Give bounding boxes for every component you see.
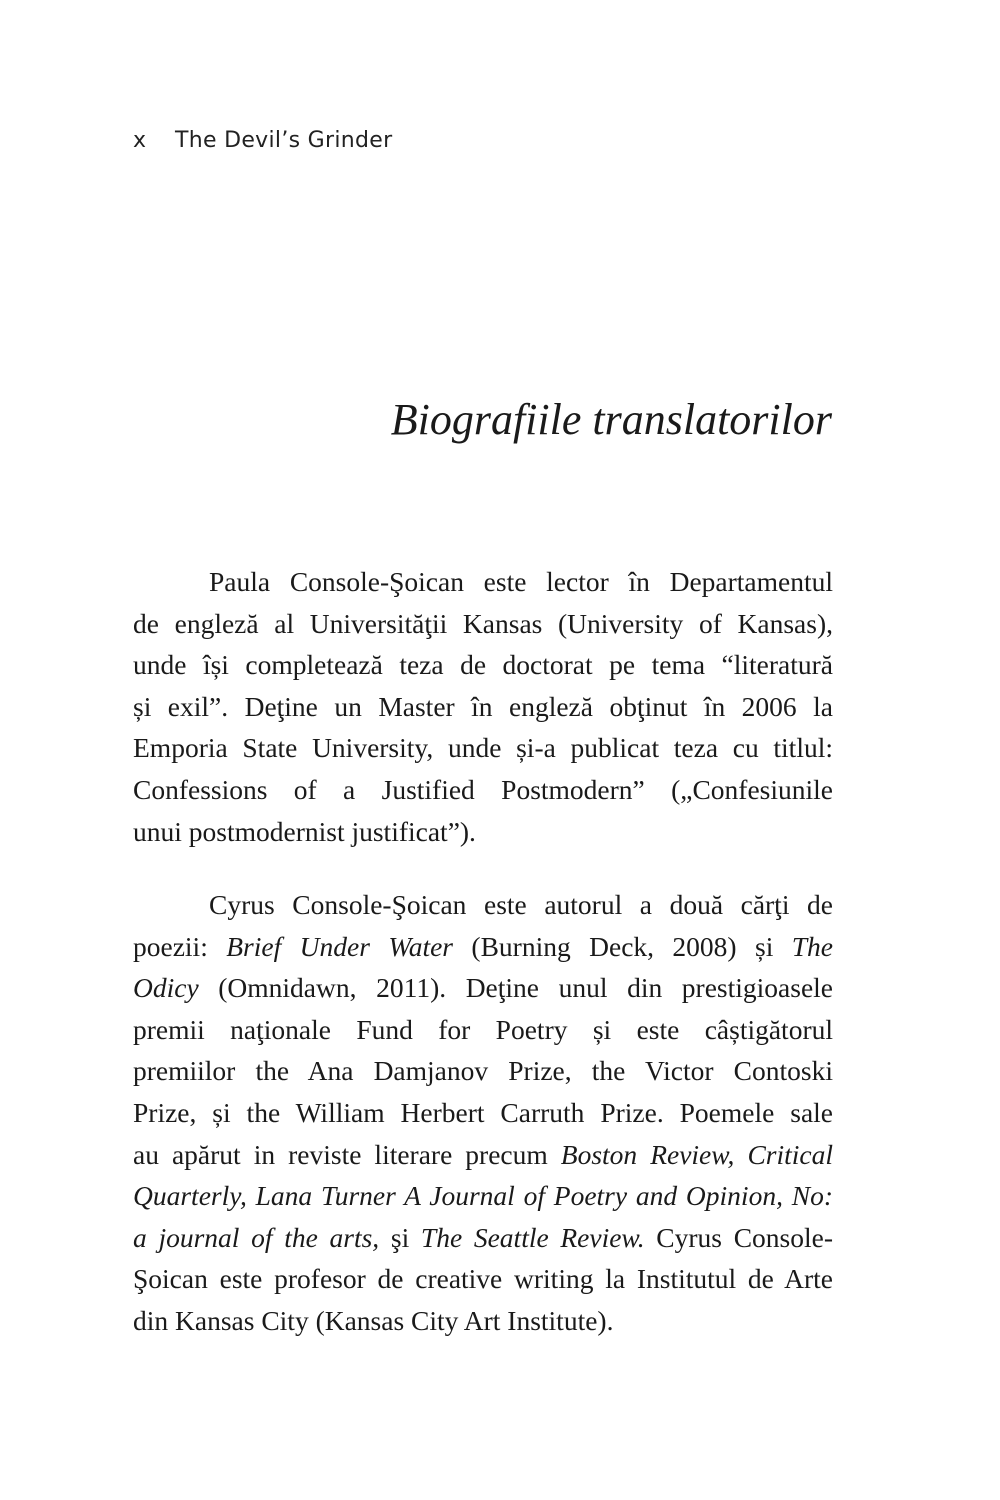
text-line: Emporia State University, unde și-a publicat teza cu titlul: xyxy=(133,732,833,764)
text-line: unde își completează teza de doctorat pe tema “literatură xyxy=(133,649,833,681)
book-title-italic: The xyxy=(791,930,834,962)
chapter-title: Biografiile translatorilor xyxy=(390,395,832,444)
text-run: (Omnidawn, 2011). Deţine unul din prestigioasele xyxy=(198,972,833,1004)
journal-title-italic: a journal of the arts, xyxy=(133,1221,380,1253)
text-line: Cyrus Console-Şoican este autorul a două cărţi de xyxy=(209,889,833,920)
text-line: Paula Console-Şoican este lector în Departamentul xyxy=(209,566,833,597)
text-run: au apărut in reviste literare precum xyxy=(133,1138,561,1170)
text-line xyxy=(133,967,833,1009)
text-line: Prize, și the William Herbert Carruth Prize. Poemele sale xyxy=(133,1096,833,1128)
text-line: Şoican este profesor de creative writing la Institutul de Arte xyxy=(133,1263,833,1295)
journal-title-italic: Quarterly, Lana Turner A Journal of Poetry and Opinion, No: xyxy=(133,1180,833,1212)
text-line xyxy=(133,1217,833,1259)
book-title-italic: Odicy xyxy=(133,972,199,1004)
text-run: poezii: xyxy=(133,930,227,962)
bio-paragraph-paula xyxy=(133,561,833,852)
book-title: The Devil’s Grinder xyxy=(175,128,393,153)
journal-title-italic: The Seattle Review. xyxy=(420,1221,645,1253)
text-line: din Kansas City (Kansas City Art Institute). xyxy=(133,1304,614,1336)
text-run: Cyrus Console- xyxy=(644,1221,833,1253)
text-line xyxy=(133,1134,833,1176)
text-line: unui postmodernist justificat”). xyxy=(133,815,476,847)
text-line: de engleză al Universităţii Kansas (University of Kansas), xyxy=(133,607,833,639)
journal-title-italic: Boston Review, Critical xyxy=(560,1138,834,1170)
text-run: (Burning Deck, 2008) și xyxy=(453,930,792,962)
book-title-italic: Brief Under Water xyxy=(226,930,454,962)
text-line: premii naţionale Fund for Poetry și este câștigătorul xyxy=(133,1013,833,1045)
running-header xyxy=(133,128,392,153)
text-line xyxy=(133,926,833,968)
bio-paragraph-cyrus xyxy=(133,884,833,1342)
text-run: şi xyxy=(379,1221,421,1253)
text-line: Confessions of a Justified Postmodern” („Confesiunile xyxy=(133,773,833,805)
page-number: x xyxy=(133,128,147,153)
text-line: și exil”. Deţine un Master în engleză obţinut în 2006 la xyxy=(133,690,833,722)
text-line: premiilor the Ana Damjanov Prize, the Victor Contoski xyxy=(133,1055,833,1087)
